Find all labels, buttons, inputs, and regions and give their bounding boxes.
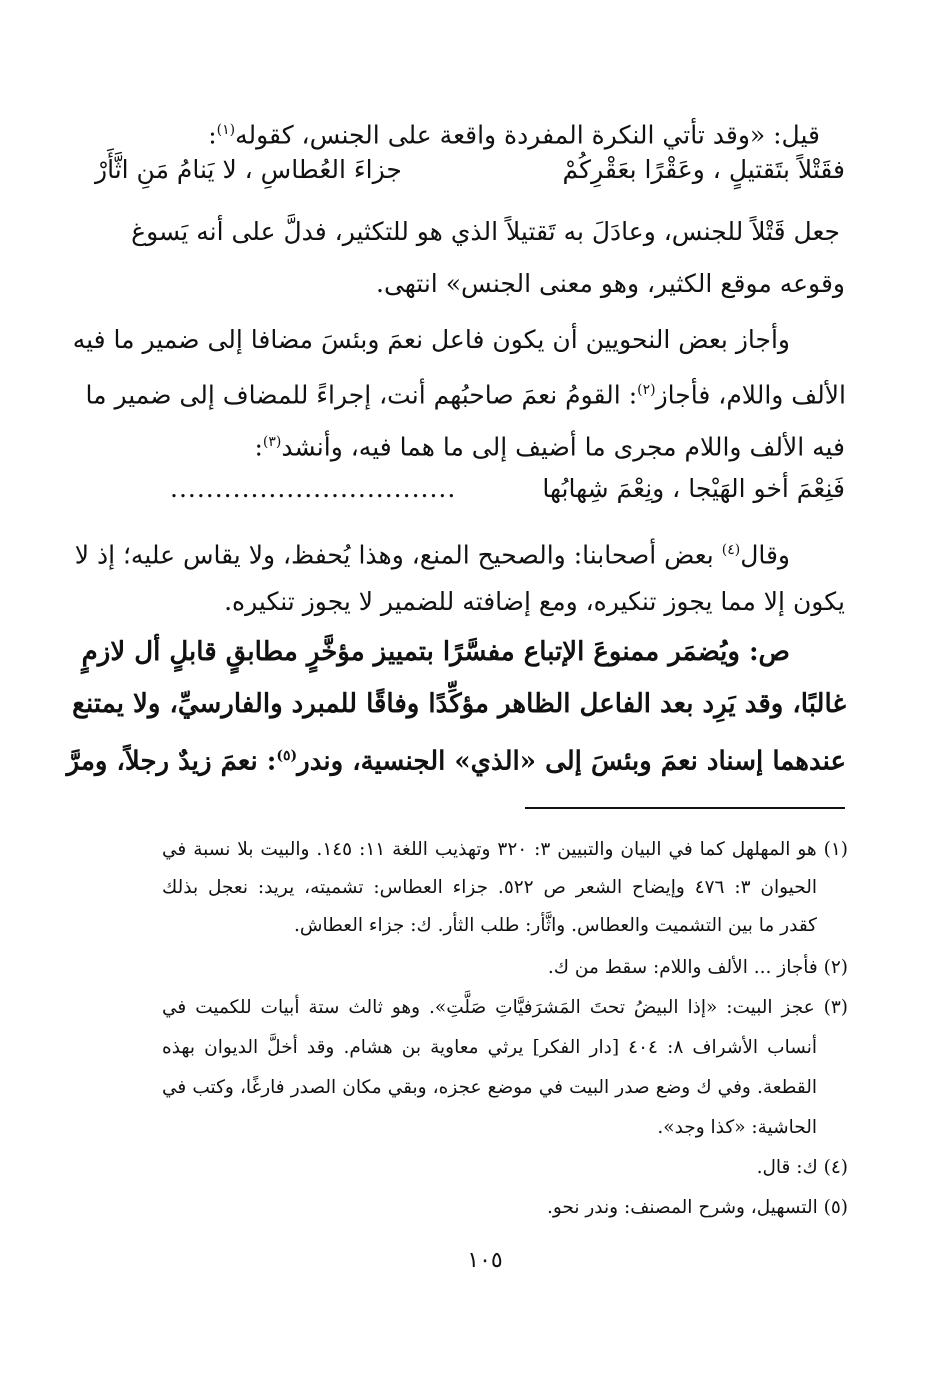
verse-2-missing-hemistich: ................................ [170, 474, 457, 503]
footnote-2: (٢) فأجاز ... الألف واللام: سقط من ك. [547, 957, 848, 978]
verse-2-first-hemistich: فَنِعْمَ أخو الهَيْجا ، ونِعْمَ شِهابُها [542, 474, 845, 503]
page-number: ١٠٥ [467, 1248, 503, 1273]
verse-1-first-hemistich: فقَتْلاً بتَقتيلٍ ، وعَقْرًا بعَقْرِكُمْ [562, 155, 845, 184]
footnote-4: (٤) ك: قال. [756, 1157, 848, 1178]
footnote-ref-1: (١) [216, 122, 236, 138]
footnote-ref-4: (٤) [721, 542, 741, 558]
bold-line-1: ص: ويُضمَر ممنوعَ الإتباع مفسَّرًا بتمييز مؤخَّرٍ مطابقٍ قابلٍ أل لازمٍ [81, 637, 790, 667]
text-line-7: وقال$^{(٤)}$ بعض أصحابنا: والصحيح المنع، وهذا يُحفظ، ولا يقاس عليه؛ إذ لا [74, 540, 790, 570]
bold-line-3: عندهما إسناد نعمَ وبئسَ إلى «الذي» الجنسية، وندر$^{(٥)}$: نعمَ زيدٌ رجلاً، ومرَّ [66, 746, 846, 777]
footnote-ref-5: (٥) [276, 748, 298, 764]
footnote-ref-3: (٣) [262, 434, 282, 450]
footnote-3-line-3: القطعة. وفي ك وضع صدر البيت في موضع عجزه، وبقي مكان الصدر فارغًا، وكتب في [162, 1077, 817, 1098]
footnote-1-line-3: كقدر ما بين التشميت والعطاس. واثَّأر: طلب الثأر. ك: جزاء العطاش. [294, 915, 817, 936]
verse-1-second-hemistich: جزاءَ العُطاسِ ، لا يَنامُ مَنِ اثَّأَرْ [95, 155, 402, 184]
text-line-1: قيل: «وقد تأتي النكرة المفردة واقعة على الجنس، كقوله$^{(١)}$: [208, 120, 820, 150]
text-line-4: وأجاز بعض النحويين أن يكون فاعل نعمَ وبئسَ مضافا إلى ضمير ما فيه [72, 325, 790, 354]
text-line-5: الألف واللام، فأجاز$^{(٢)}$: القومُ نعمَ صاحبُهم أنت، إجراءً للمضاف إلى ضمير ما [85, 380, 846, 410]
footnote-1-line-2: الحيوان ٣: ٤٧٦ وإيضاح الشعر ص ٥٢٢. جزاء العطاس: تشميته، يريد: نعجل بذلك [162, 877, 817, 898]
text-line-6: فيه الألف واللام مجرى ما أضيف إلى ما هما فيه، وأنشد$^{(٣)}$: [254, 432, 845, 462]
footnote-1-line-1: (١) هو المهلهل كما في البيان والتبيين ٣: ٣٢٠ وتهذيب اللغة ١١: ١٤٥. والبيت بلا نسبة في [162, 839, 848, 860]
footnote-3-line-2: أنساب الأشراف ٨: ٤٠٤ [دار الفكر] يرثي معاوية بن هشام. وقد أخلَّ الديوان بهذه [162, 1037, 817, 1058]
text-line-3: وقوعه موقع الكثير، وهو معنى الجنس» انتهى. [376, 269, 845, 298]
bold-line-2: غالبًا، وقد يَرِد بعد الفاعل الظاهر مؤكِّدًا وفاقًا للمبرد والفارسيِّ، ولا يمتنع [72, 689, 846, 719]
footnote-3-line-4: الحاشية: «كذا وجد». [657, 1117, 817, 1138]
footnote-divider [525, 807, 845, 809]
text-line-2: جعل قَتْلاً للجنس، وعادَلَ به تَقتيلاً الذي هو للتكثير، فدلَّ على أنه يَسوغ [131, 217, 840, 246]
footnote-3-line-1: (٣) عجز البيت: «إذا البيضُ تحتَ المَشرَفيَّاتِ صَلَّتِ». وهو ثالث ستة أبيات للكميت في [162, 997, 848, 1018]
text-line-8: يكون إلا مما يجوز تنكيره، ومع إضافته للضمير لا يجوز تنكيره. [224, 587, 845, 616]
footnote-ref-2: (٢) [637, 382, 656, 398]
footnote-5: (٥) التسهيل، وشرح المصنف: وندر نحو. [546, 1197, 848, 1218]
